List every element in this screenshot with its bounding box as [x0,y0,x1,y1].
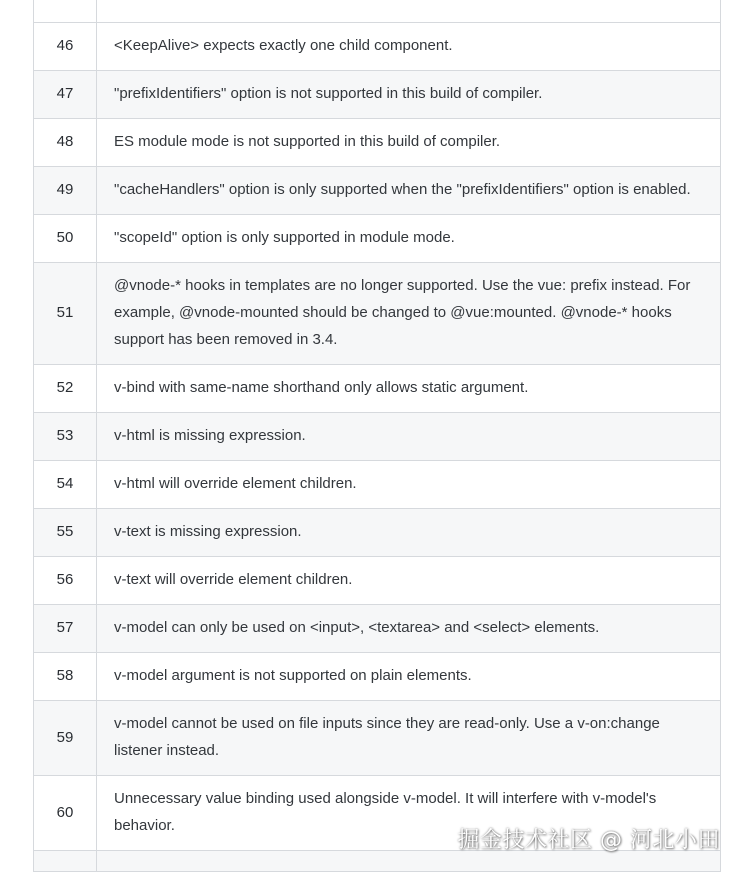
error-message: v-model can only be used on <input>, <textarea> and <select> elements. [97,605,721,653]
table-row-partial [34,851,721,872]
error-message: <KeepAlive> expects exactly one child component. [97,23,721,71]
error-message: v-html is missing expression. [97,413,721,461]
table-row [34,776,721,851]
error-code: 46 [34,23,97,71]
error-message: v-html will override element children. [97,461,721,509]
table-row [34,365,721,413]
table-cell-code [34,851,97,872]
error-code: 52 [34,365,97,413]
error-code-table-container [33,0,721,872]
table-row [34,413,721,461]
table-row [34,263,721,365]
error-code: 48 [34,119,97,167]
watermark: 掘金技术社区 @ 河北小田 [457,828,720,853]
error-message: v-bind with same-name shorthand only allows static argument. [97,365,721,413]
error-code: 56 [34,557,97,605]
error-code: 60 [34,776,97,851]
table-row-partial [34,0,721,23]
table-row [34,509,721,557]
error-code: 50 [34,215,97,263]
error-message: v-model cannot be used on file inputs since they are read-only. Use a v-on:change listener instead. [97,701,721,776]
error-code: 58 [34,653,97,701]
error-code: 47 [34,71,97,119]
table-row [34,23,721,71]
table-row [34,215,721,263]
table-row [34,167,721,215]
table-cell-message [97,851,721,872]
error-message: ES module mode is not supported in this build of compiler. [97,119,721,167]
error-message: Unnecessary value binding used alongside v-model. It will interfere with v-model's behavior. [97,776,721,851]
error-code: 53 [34,413,97,461]
error-message: v-text will override element children. [97,557,721,605]
table-row [34,701,721,776]
error-code: 59 [34,701,97,776]
table-cell-message [97,0,721,23]
table-row [34,461,721,509]
table-row [34,653,721,701]
error-code-table [33,0,721,872]
table-row [34,557,721,605]
error-message: "cacheHandlers" option is only supported when the "prefixIdentifiers" option is enabled. [97,167,721,215]
table-row [34,605,721,653]
error-code: 54 [34,461,97,509]
error-code: 51 [34,263,97,365]
error-message: "scopeId" option is only supported in module mode. [97,215,721,263]
error-message: @vnode-* hooks in templates are no longer supported. Use the vue: prefix instead. For example, @vnode-mounted should be changed to @vue:mounted. @vnode-* hooks support has been removed in 3.4. [97,263,721,365]
error-message: v-text is missing expression. [97,509,721,557]
error-code: 57 [34,605,97,653]
table-row [34,119,721,167]
table-cell-code [34,0,97,23]
error-code: 49 [34,167,97,215]
error-message: "prefixIdentifiers" option is not supported in this build of compiler. [97,71,721,119]
error-code: 55 [34,509,97,557]
error-message: v-model argument is not supported on plain elements. [97,653,721,701]
table-row [34,71,721,119]
